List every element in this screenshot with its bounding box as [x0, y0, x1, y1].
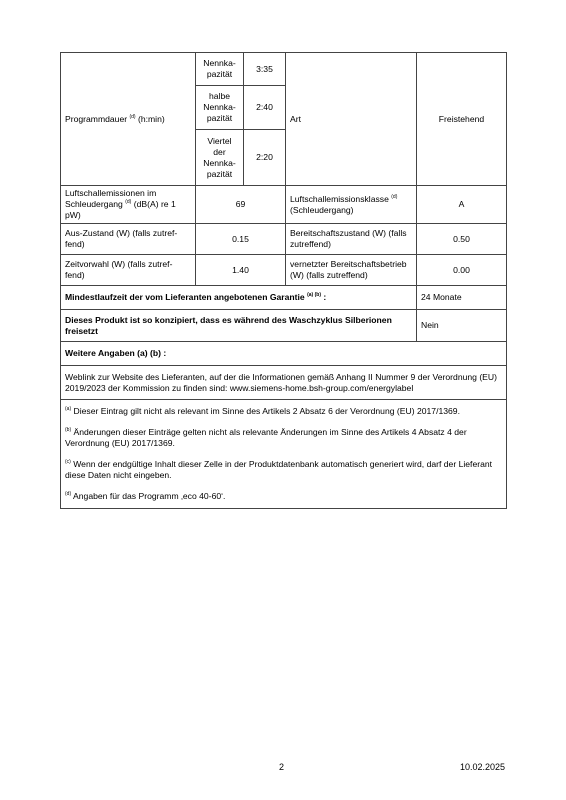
- art-value: Freistehend: [417, 53, 507, 186]
- footnote: $^{(a)}$ Dieser Eintrag gilt nicht als relevant im Sinne des Artikels 2 Absatz 6 der Verordnung (EU) 2017/1369.: [65, 406, 460, 416]
- silver-ion-label: Dieses Produkt ist so konzipiert, dass es während des Waschzyklus Silberionen freisetzt: [61, 310, 417, 342]
- footnotes: [61, 400, 507, 509]
- noise-class-label: Luftschallemissionsklasse $^{(d)}$ (Schleudergang): [286, 186, 417, 224]
- more-info-label: Weitere Angaben (a) (b) :: [61, 342, 507, 366]
- art-label: Art: [286, 53, 417, 186]
- standby-value: 0.50: [417, 224, 507, 255]
- weblink-text: Weblink zur Website des Lieferanten, auf der die Informationen gemäß Anhang II Nummer 9 der Verordnung (EU) 2019/2023 der Kommission zu finden sind: www.siemens-home.bsh-group.com/energylabel: [61, 366, 507, 400]
- duration-value: 2:20: [244, 130, 286, 186]
- noise-value: 69: [196, 186, 286, 224]
- footnote: $^{(c)}$ Wenn der endgültige Inhalt dieser Zelle in der Produktdatenbank automatisch generiert wird, darf der Lieferant diese Daten nicht eingeben.: [65, 459, 493, 480]
- document-date: 10.02.2025: [460, 762, 506, 772]
- product-data-table: [60, 52, 507, 509]
- silver-ion-value: Nein: [417, 310, 507, 342]
- warranty-value: 24 Monate: [417, 286, 507, 310]
- duration-sub-label: halbe Nennka- pazität: [196, 86, 244, 130]
- table-row: [61, 400, 507, 509]
- footnote: $^{(d)}$ Angaben für das Programm ‚eco 40-60‘.: [65, 491, 226, 501]
- table-row: [61, 342, 507, 366]
- delay-start-label: Zeitvorwahl (W) (falls zutref-fend): [61, 255, 196, 286]
- networked-standby-value: 0.00: [417, 255, 507, 286]
- off-mode-value: 0.15: [196, 224, 286, 255]
- networked-standby-label: vernetzter Bereitschaftsbetrieb (W) (falls zutreffend): [286, 255, 417, 286]
- warranty-label: Mindestlaufzeit der vom Lieferanten angebotenen Garantie $^{(a) (b)}$ :: [61, 286, 417, 310]
- duration-value: 3:35: [244, 53, 286, 86]
- page-number: 2: [279, 762, 285, 772]
- table-row: [61, 366, 507, 400]
- table-row: [61, 186, 507, 224]
- table-row: [61, 224, 507, 255]
- table-row: [61, 310, 507, 342]
- table-row: [61, 286, 507, 310]
- noise-label: Luftschallemissionen im Schleudergang $^{(d)}$ (dB(A) re 1 pW): [61, 186, 196, 224]
- duration-label: Programmdauer $^{(d)}$ (h:min): [61, 53, 196, 186]
- duration-sub-label: Nennka- pazität: [196, 53, 244, 86]
- table-row: [61, 255, 507, 286]
- duration-sub-label: Viertel der Nennka- pazität: [196, 130, 244, 186]
- table-row: [61, 53, 507, 86]
- off-mode-label: Aus-Zustand (W) (falls zutref-fend): [61, 224, 196, 255]
- delay-start-value: 1.40: [196, 255, 286, 286]
- duration-value: 2:40: [244, 86, 286, 130]
- standby-label: Bereitschaftszustand (W) (falls zutreffend): [286, 224, 417, 255]
- noise-class-value: A: [417, 186, 507, 224]
- footnote: $^{(b)}$ Änderungen dieser Einträge gelten nicht als relevante Änderungen im Sinne des Artikels 4 Absatz 4 der Verordnung (EU) 2017/1369.: [65, 427, 467, 448]
